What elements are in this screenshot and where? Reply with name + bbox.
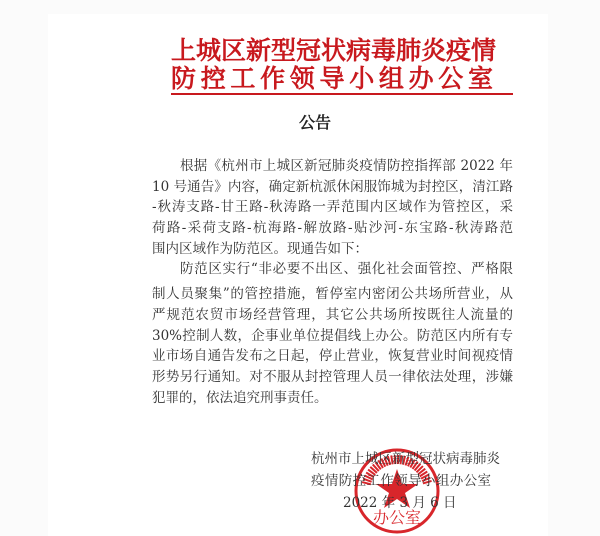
body-line: 根据《杭州市上城区新冠肺炎疫情防控指挥部 2022 年 xyxy=(180,158,513,174)
body-line: 防范区实行“非必要不出区、强化社会面管控、严格限 xyxy=(180,261,513,278)
body-line: 30%控制人数，企事业单位提倡线上办公。防范区内所有专 xyxy=(152,327,513,344)
notice-body xyxy=(152,156,513,408)
body-line: 犯罪的，依法追究刑事责任。 xyxy=(152,389,328,406)
stamp-text: 办公室 xyxy=(372,508,422,527)
body-line: 10 号通告》内容，确定新杭派休闲服饰城为封控区，清江路 xyxy=(152,178,513,195)
body-line: 形势另行通知。对不服从封控管理人员一律依法处理，涉嫌 xyxy=(152,368,513,385)
letterhead-title-line2: 防控工作领导小组办公室 xyxy=(171,64,493,93)
signature-date: 2022 年 3 月 6 日 xyxy=(343,495,457,511)
body-line: 制人员聚集”的管控措施，暂停室内密闭公共场所营业，从 xyxy=(152,286,513,303)
signature-block xyxy=(311,448,500,514)
letterhead-red-rule xyxy=(171,93,513,95)
signature-line1: 杭州市上城区新型冠状病毒肺炎 xyxy=(311,451,500,467)
body-line: 业市场自通告发布之日起，停止营业，恢复营业时间视疫情 xyxy=(152,348,513,365)
body-line: 围内区域作为防范区。现通告如下： xyxy=(152,240,368,257)
body-line: -秋涛支路-甘王路-秋涛路一弄范围内区域作为管控区，采 xyxy=(152,199,513,216)
notice-heading: 公告 xyxy=(298,113,331,132)
letterhead-title-line1: 上城区新型冠状病毒肺炎疫情 xyxy=(171,36,497,65)
body-line: 荷路-采荷支路-杭海路-解放路-贴沙河-东宝路-秋涛路范 xyxy=(152,220,513,237)
signature-line2: 疫情防控工作领导小组办公室 xyxy=(311,473,491,489)
body-line: 严规范农贸市场经营管理，其它公共场所按既往人流量的 xyxy=(152,306,513,323)
